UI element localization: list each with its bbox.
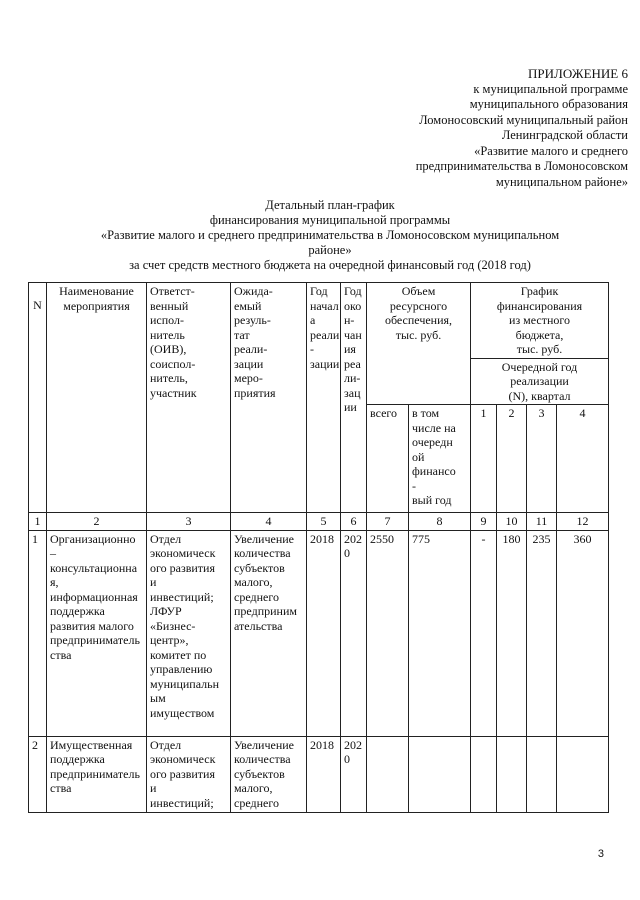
page-number: 3: [597, 848, 604, 860]
financing-table: [28, 282, 609, 813]
cell-executor: Отдел экономическ ого развития и инвестиций; ЛФУР «Бизнес- центр», комитет по управлению муниципальн ым имуществом: [147, 530, 231, 736]
cell-result: Увеличение количества субъектов малого, среднего: [231, 736, 307, 812]
heading-line: «Развитие малого и среднего предпринимательства в Ломоносовском муниципальном: [100, 228, 560, 242]
column-number: 7: [367, 513, 409, 531]
table-row: [29, 736, 609, 812]
cell-q4: 360: [557, 530, 609, 736]
header-q2: 2: [497, 405, 527, 513]
header-name: Наименование мероприятия: [47, 283, 147, 513]
cell-q4: [557, 736, 609, 812]
header-executor: Ответст- венный испол- нитель (ОИВ), соиспол- нитель, участник: [147, 283, 231, 513]
header-total: всего: [367, 405, 409, 513]
cell-n: 1: [29, 530, 47, 736]
header-end-year: Год око н- чан ия реа ли- зац ии: [341, 283, 367, 513]
cell-result: Увеличение количества субъектов малого, среднего предприним ательства: [231, 530, 307, 736]
column-number: 8: [409, 513, 471, 531]
column-number-row: [29, 513, 609, 531]
column-number: 4: [231, 513, 307, 531]
header-volume: Объем ресурсного обеспечения, тыс. руб.: [367, 283, 471, 405]
cell-executor: Отдел экономическ ого развития и инвестиций;: [147, 736, 231, 812]
cell-q3: 235: [527, 530, 557, 736]
header-n: N: [29, 283, 47, 513]
appendix-block: [368, 66, 628, 190]
cell-total: [367, 736, 409, 812]
appendix-line: предпринимательства в Ломоносовском: [415, 159, 628, 173]
header-q4: 4: [557, 405, 609, 513]
heading-line: финансирования муниципальной программы: [209, 213, 451, 227]
table-row: [29, 530, 609, 736]
cell-current-year: 775: [409, 530, 471, 736]
appendix-line: Ломоносовский муниципальный район: [419, 112, 628, 127]
cell-current-year: [409, 736, 471, 812]
column-number: 10: [497, 513, 527, 531]
cell-name: Имущественная поддержка предприниматель ства: [47, 736, 147, 812]
header-current-year: в том числе на очередн ой финансо - вый год: [409, 405, 471, 513]
cell-end-year: 202 0: [341, 530, 367, 736]
cell-end-year: 202 0: [341, 736, 367, 812]
column-number: 1: [29, 513, 47, 531]
header-q1: 1: [471, 405, 497, 513]
header-start-year: Год начал а реали - зации: [307, 283, 341, 513]
cell-name: Организационно – консультационна я, информационная поддержка развития малого предприниматель ства: [47, 530, 147, 736]
appendix-line: к муниципальной программе: [473, 81, 628, 96]
cell-q1: -: [471, 530, 497, 736]
cell-q3: [527, 736, 557, 812]
cell-q2: 180: [497, 530, 527, 736]
document-heading: [90, 198, 570, 273]
column-number: 6: [341, 513, 367, 531]
appendix-title: ПРИЛОЖЕНИЕ 6: [528, 66, 628, 81]
heading-line: районе»: [308, 243, 352, 257]
appendix-line: Ленинградской области: [501, 128, 628, 142]
header-next-year: Очередной год реализации (N), квартал: [471, 358, 609, 405]
header-schedule: График финансирования из местного бюджета, тыс. руб.: [471, 283, 609, 359]
column-number: 2: [47, 513, 147, 531]
column-number: 9: [471, 513, 497, 531]
cell-total: 2550: [367, 530, 409, 736]
cell-start-year: 2018: [307, 736, 341, 812]
appendix-line: «Развитие малого и среднего: [474, 143, 628, 158]
appendix-line: муниципального образования: [469, 97, 628, 111]
header-row: [29, 283, 609, 359]
cell-start-year: 2018: [307, 530, 341, 736]
cell-q2: [497, 736, 527, 812]
header-q3: 3: [527, 405, 557, 513]
column-number: 11: [527, 513, 557, 531]
appendix-line: муниципальном районе»: [495, 174, 628, 189]
cell-n: 2: [29, 736, 47, 812]
column-number: 3: [147, 513, 231, 531]
column-number: 5: [307, 513, 341, 531]
header-result: Ожида- емый резуль- тат реали- зации меро- приятия: [231, 283, 307, 513]
heading-line: Детальный план-график: [265, 198, 395, 212]
column-number: 12: [557, 513, 609, 531]
cell-q1: [471, 736, 497, 812]
heading-line: за счет средств местного бюджета на очередной финансовый год (2018 год): [129, 258, 531, 272]
